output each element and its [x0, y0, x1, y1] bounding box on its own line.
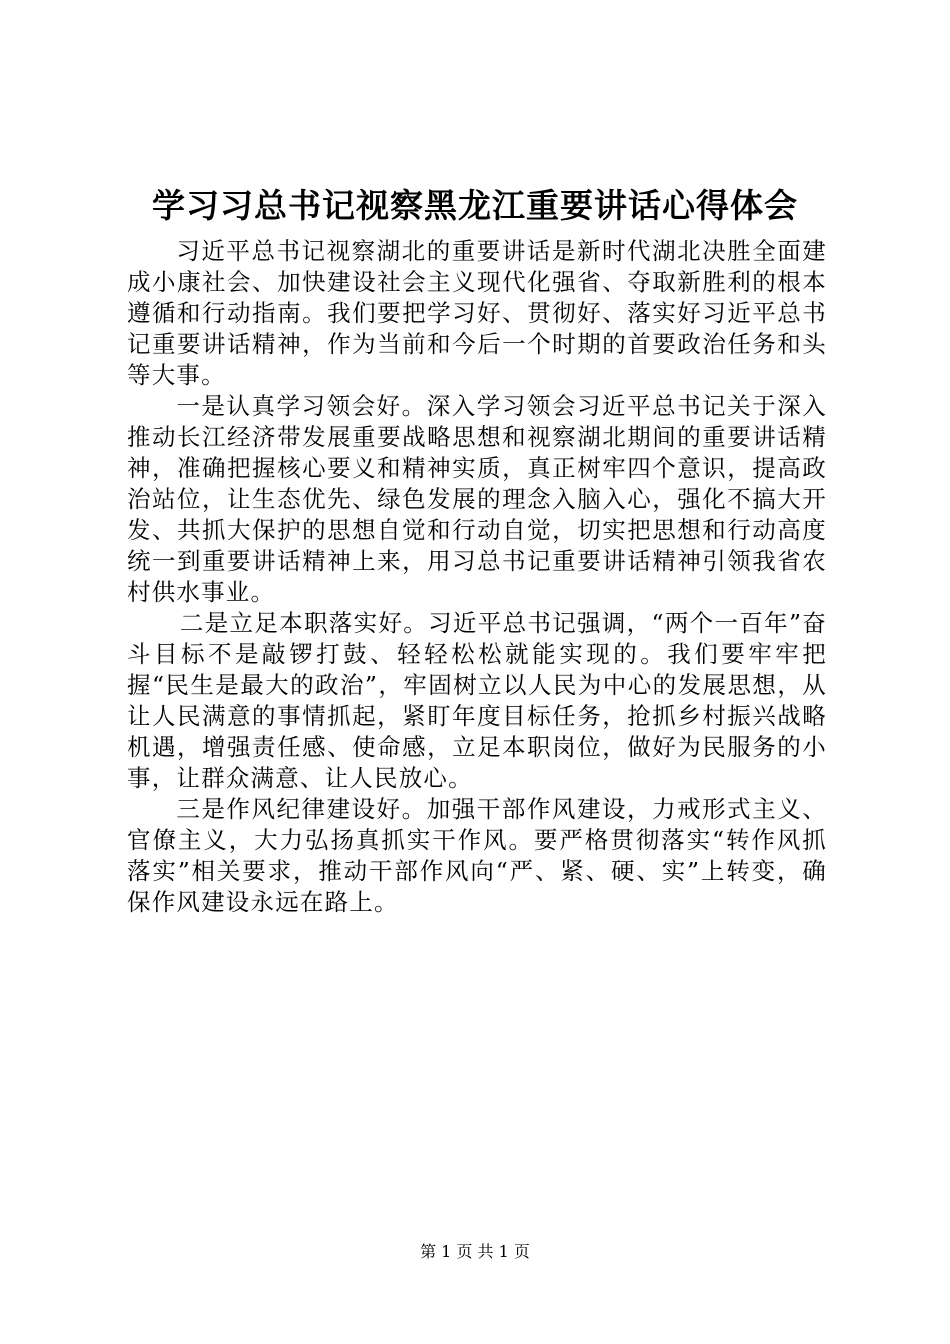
paragraph-intro: 习近平总书记视察湖北的重要讲话是新时代湖北决胜全面建成小康社会、加快建设社会主义现代化强省、夺取新胜利的根本遵循和行动指南。我们要把学习好、贯彻好、落实好习近平总书记重要讲话精神，作为当前和今后一个时期的首要政治任务和头等大事。 [127, 237, 827, 389]
page-number-footer: 第 1 页 共 1 页 [420, 1242, 530, 1261]
paragraph-implement: 二是立足本职落实好。习近平总书记强调，“两个一百年”奋斗目标不是敲锣打鼓、轻轻松松就能实现的。我们要牢牢把握“民生是最大的政治”，牢固树立以人民为中心的发展思想，从让人民满意的事情抓起，紧盯年度目标任务，抢抓乡村振兴战略机遇，增强责任感、使命感，立足本职岗位，做好为民服务的小事，让群众满意、让人民放心。 [127, 609, 827, 792]
paragraph-discipline: 三是作风纪律建设好。加强干部作风建设，力戒形式主义、官僚主义，大力弘扬真抓实干作风。要严格贯彻落实“转作风抓落实”相关要求，推动干部作风向“严、紧、硬、实”上转变，确保作风建设永远在路上。 [127, 795, 827, 916]
document-body [127, 236, 827, 918]
paragraph-study: 一是认真学习领会好。深入学习领会习近平总书记关于深入推动长江经济带发展重要战略思想和视察湖北期间的重要讲话精神，准确把握核心要义和精神实质，真正树牢四个意识，提高政治站位，让生态优先、绿色发展的理念入脑入心，强化不搞大开发、共抓大保护的思想自觉和行动自觉，切实把思想和行动高度统一到重要讲话精神上来，用习总书记重要讲话精神引领我省农村供水事业。 [127, 392, 827, 606]
document-title: 学习习总书记视察黑龙江重要讲话心得体会 [152, 186, 798, 225]
